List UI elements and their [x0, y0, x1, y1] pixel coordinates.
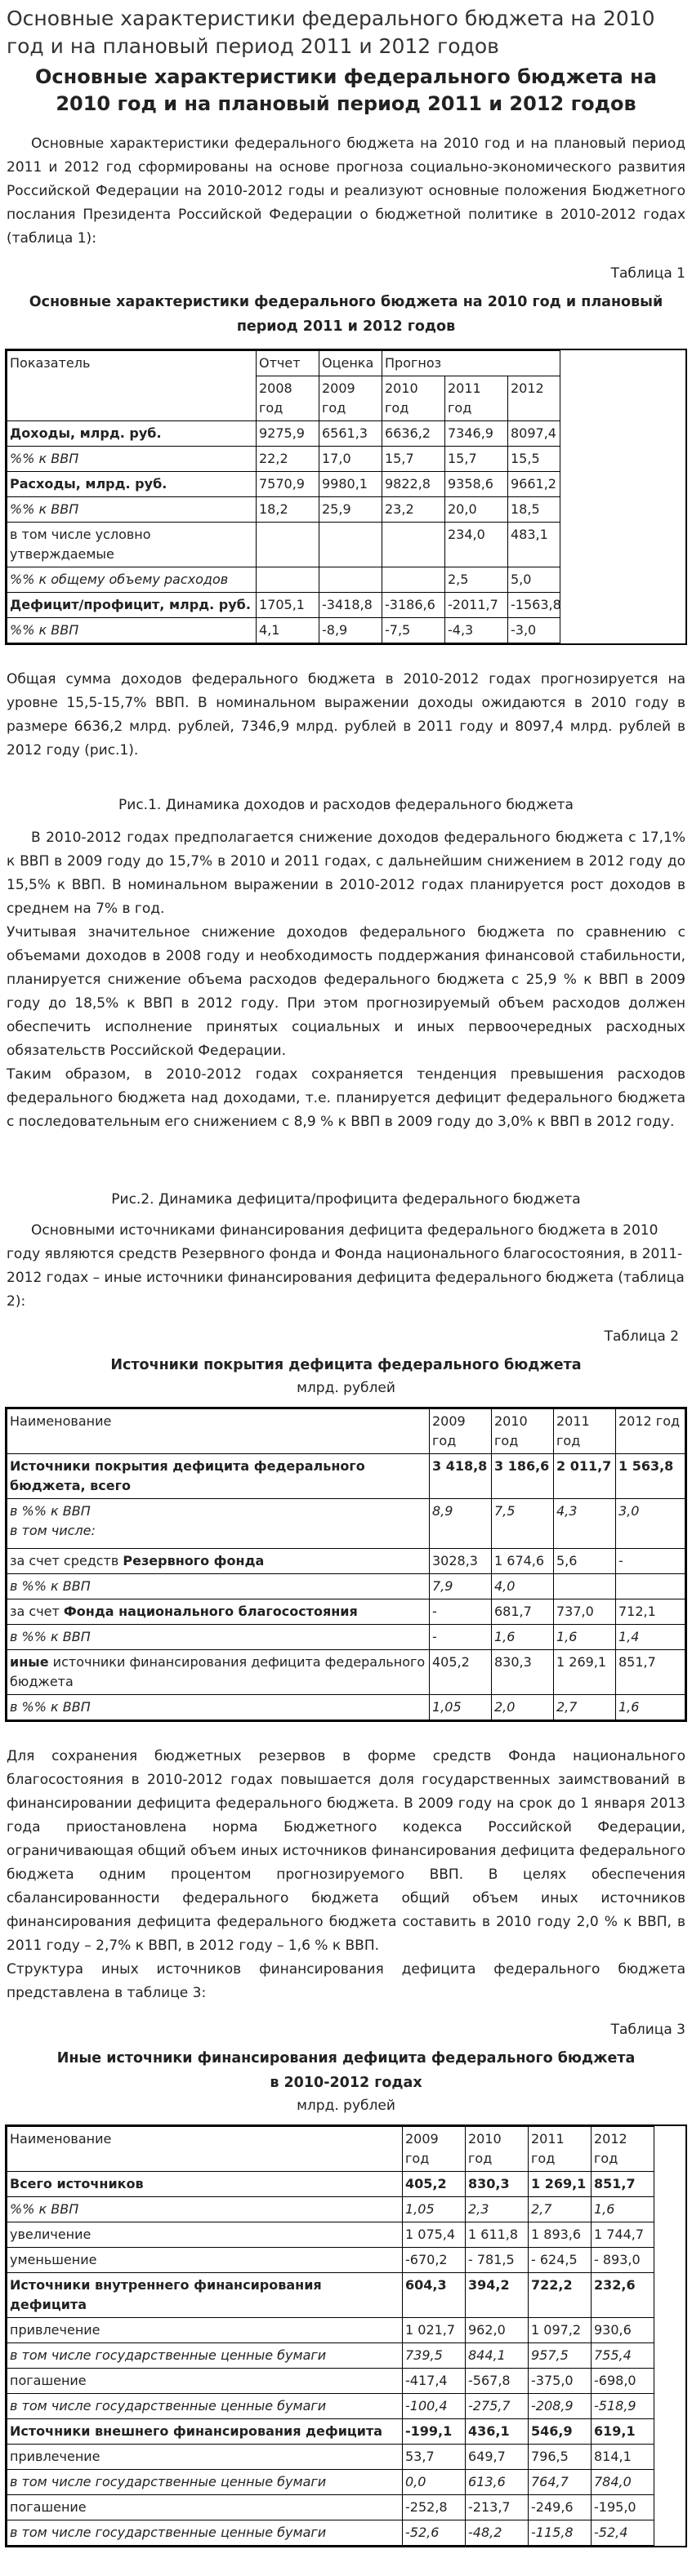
table2-row-rest: источники финансирования дефицита федерального бюджета: [10, 1654, 426, 1689]
table3-cell: -417,4: [403, 2369, 466, 2394]
table2-cell: -: [430, 1599, 492, 1625]
table-row: [7, 2495, 685, 2520]
table3-cell: -52,6: [403, 2520, 466, 2546]
table1-cell: -3418,8: [319, 593, 382, 618]
table1-cell: 6636,2: [382, 421, 445, 447]
table2-row-name: [7, 1650, 430, 1695]
table3-cell: -115,8: [529, 2520, 592, 2546]
table3-cell: 722,2: [529, 2273, 592, 2318]
table1-cell: -1563,8: [508, 593, 560, 618]
table-row: [7, 2394, 685, 2419]
table-row: [7, 2419, 685, 2445]
table3-cell: -375,0: [529, 2369, 592, 2394]
table1-cell: 9980,1: [319, 472, 382, 497]
table1-cell: 7346,9: [445, 421, 508, 447]
table3-row-name: погашение: [7, 2495, 403, 2520]
table3: [7, 2126, 685, 2546]
table2-cell: 3028,3: [430, 1549, 492, 1574]
table2-cell: 830,3: [492, 1650, 554, 1695]
table3-row-name: Всего источников: [7, 2172, 403, 2197]
table3-cell: 1,6: [592, 2197, 654, 2222]
table1-caption: Основные характеристики федерального бюджета на 2010 год и плановый период 2011 и 2012 годов: [29, 294, 663, 335]
table3-row-name: Источники внутреннего финансирования дефицита: [7, 2273, 403, 2318]
table1-cell: 25,9: [319, 497, 382, 523]
table1-cell: 18,2: [257, 497, 319, 523]
decline-paragraph: В 2010-2012 годах предполагается снижение доходов федерального бюджета с 17,1% к ВВП в 2009 году до 15,7% в 2010 и 2011 годах, с дальнейшим снижением в 2012 году до 15,5% к ВВП. В номинальном выражении в 2010-2012 годах планируется рост доходов в среднем на 7% в год.: [7, 830, 685, 917]
table3-year: 2012 год: [592, 2127, 654, 2172]
table2-row-name: в %% к ВВП: [7, 1625, 430, 1650]
table3-cell: 1 744,7: [592, 2222, 654, 2248]
table3-cell: 2,7: [529, 2197, 592, 2222]
table3-cell: 1,05: [403, 2197, 466, 2222]
table2-year: 2012 год: [616, 1409, 685, 1454]
table2-cell: 851,7: [616, 1650, 685, 1695]
table3-row-name: увеличение: [7, 2222, 403, 2248]
table3-cell: -48,2: [466, 2520, 529, 2546]
structure-paragraph: Структура иных источников финансирования дефицита федерального бюджета представлена в таблице 3:: [7, 1961, 685, 2001]
table2-cell: 1,6: [554, 1625, 616, 1650]
table-row: [7, 2197, 685, 2222]
table1-row-name: %% к ВВП: [7, 497, 257, 523]
table1-row-name: Расходы, млрд. руб.: [7, 472, 257, 497]
table-row: [7, 2343, 685, 2369]
table2-cell: 7,5: [492, 1499, 554, 1549]
table2-header-row: [7, 1409, 685, 1454]
table2-cell: 3,0: [616, 1499, 685, 1549]
table3-cell: 613,6: [466, 2470, 529, 2495]
table2-cell: 3 418,8: [430, 1454, 492, 1499]
table1-cell: -8,9: [319, 618, 382, 643]
table3-cell: 1 611,8: [466, 2222, 529, 2248]
table2-cell: -: [430, 1625, 492, 1650]
table2-cell: 4,0: [492, 1574, 554, 1599]
table-row: [7, 2470, 685, 2495]
reserves-paragraph: Для сохранения бюджетных резервов в форме средств Фонда национального благосостояния в 2010-2012 годах повышается доля государственных заимствований в финансировании дефицита федерального бюджета. В 2009 году на срок до 1 января 2013 года приостановлена норма Бюджетного кодекса Российской Федерации, ограничивающая общий объем иных источников финансирования дефицита федерального бюджета одним процентом прогнозируемого ВВП. В целях обеспечения сбалансированности федерального бюджета общий объем иных источников финансирования дефицита федерального бюджета составить в 2010 году 2,0 % к ВВП, в 2011 году – 2,7% к ВВП, в 2012 году – 1,6 % к ВВП.: [7, 1748, 685, 1954]
table1-cell: 20,0: [445, 497, 508, 523]
table2-label: Таблица 2: [604, 1328, 679, 1345]
table3-cell: 394,2: [466, 2273, 529, 2318]
table1-year: 2011 год: [445, 376, 508, 421]
table2-year: 2010 год: [492, 1409, 554, 1454]
table3-cell: 1 097,2: [529, 2318, 592, 2343]
table1-row-name: %% к ВВП: [7, 618, 257, 643]
document-title: Основные характеристики федерального бюджета на 2010 год и на плановый период 2011 и 2012 годов: [7, 7, 655, 58]
table2-cell: 1,6: [492, 1625, 554, 1650]
table3-cell: 739,5: [403, 2343, 466, 2369]
table-row: [7, 1549, 685, 1574]
table2-row-bold: иные: [10, 1654, 49, 1670]
table3-cell: 1 893,6: [529, 2222, 592, 2248]
table2-year: 2009 год: [430, 1409, 492, 1454]
table2-year: 2011 год: [554, 1409, 616, 1454]
table3-cell: 962,0: [466, 2318, 529, 2343]
table-row: [7, 2318, 685, 2343]
table1-header-indicator: Показатель: [7, 351, 257, 421]
table3-cell: 649,7: [466, 2445, 529, 2470]
table2-cell: 5,6: [554, 1549, 616, 1574]
table1-cell: 15,7: [445, 447, 508, 472]
table2-cell: 737,0: [554, 1599, 616, 1625]
sources-paragraph: Основными источниками финансирования дефицита федерального бюджета в 2010 году являются средств Резервного фонда и Фонда национального благосостояния, в 2011-2012 годах – иные источники финансирования дефицита федерального бюджета (таблица 2):: [7, 1222, 685, 1310]
table1-cell: -7,5: [382, 618, 445, 643]
table2-cell: 2,7: [554, 1695, 616, 1720]
table1-cell: [257, 567, 319, 593]
table3-year: 2011 год: [529, 2127, 592, 2172]
table1-cell: 1705,1: [257, 593, 319, 618]
table-row: [7, 2248, 685, 2273]
table3-cell: -199,1: [403, 2419, 466, 2445]
table1-label: Таблица 1: [610, 265, 685, 282]
table2-row-name: Источники покрытия дефицита федерального бюджета, всего: [7, 1454, 430, 1499]
table1-cell: 4,1: [257, 618, 319, 643]
table1-row-name: %% к ВВП: [7, 447, 257, 472]
table3-cell: 796,5: [529, 2445, 592, 2470]
table2-row-sublabel: в том числе:: [10, 1523, 96, 1538]
table3-header-row: [7, 2127, 685, 2172]
table3-row-name: в том числе государственные ценные бумаги: [7, 2394, 403, 2419]
table3-caption-line2: в 2010-2012 годах: [270, 2075, 422, 2091]
table2-row-prefix: за счет: [10, 1604, 64, 1619]
revenue-paragraph: Общая сумма доходов федерального бюджета в 2010-2012 годах прогнозируется на уровне 15,5-15,7% ВВП. В номинальном выражении доходы ожидаются в 2010 году в размере 6636,2 млрд. рублей, 7346,9 млрд. рублей в 2011 году и 8097,4 млрд. рублей в 2012 году (рис.1).: [7, 671, 685, 759]
table3-row-name: %% к ВВП: [7, 2197, 403, 2222]
table1-cell: [257, 523, 319, 567]
table-row: [7, 2369, 685, 2394]
table1-year: 2008 год: [257, 376, 319, 421]
table2-caption: Источники покрытия дефицита федерального бюджета: [110, 1357, 582, 1373]
table2-cell: 8,9: [430, 1499, 492, 1549]
table2: [7, 1408, 685, 1720]
table1-cell: 23,2: [382, 497, 445, 523]
table-row: [7, 1650, 685, 1695]
table1-cell: -3186,6: [382, 593, 445, 618]
table3-cell: -670,2: [403, 2248, 466, 2273]
table3-cell: -275,7: [466, 2394, 529, 2419]
table3-row-name: уменьшение: [7, 2248, 403, 2273]
table3-cell: - 624,5: [529, 2248, 592, 2273]
table2-cell: 2 011,7: [554, 1454, 616, 1499]
table2-cell: 681,7: [492, 1599, 554, 1625]
table2-row-bold: Фонда национального благосостояния: [63, 1604, 358, 1619]
table2-cell: 4,3: [554, 1499, 616, 1549]
table1-cell: 483,1: [508, 523, 560, 567]
table3-cell: -195,0: [592, 2495, 654, 2520]
table1-cell: 6561,3: [319, 421, 382, 447]
table3-row-name: в том числе государственные ценные бумаги: [7, 2343, 403, 2369]
table-row: [7, 1599, 685, 1625]
table3-cell: 2,3: [466, 2197, 529, 2222]
table-row: [7, 2222, 685, 2248]
table2-cell: -: [616, 1549, 685, 1574]
table3-cell: -567,8: [466, 2369, 529, 2394]
table1: [7, 350, 685, 643]
table2-row-name: в %% к ВВП: [7, 1574, 430, 1599]
table3-row-name: погашение: [7, 2369, 403, 2394]
table3-header-name: Наименование: [7, 2127, 403, 2172]
table1-cell: 15,5: [508, 447, 560, 472]
table1-cell: 22,2: [257, 447, 319, 472]
table3-cell: 764,7: [529, 2470, 592, 2495]
table2-cell: 3 186,6: [492, 1454, 554, 1499]
table3-row-name: в том числе государственные ценные бумаги: [7, 2520, 403, 2546]
table3-row-name: привлечение: [7, 2445, 403, 2470]
expenses-paragraph: Учитывая значительное снижение доходов федерального бюджета по сравнению с объемами доходов в 2008 году и необходимость поддержания финансовой стабильности, планируется снижение объема расходов федерального бюджета с 25,9 % к ВВП в 2009 году до 18,5% к ВВП в 2012 году. При этом прогнозируемый объем расходов должен обеспечить исполнение принятых социальных и иных первоочередных расходных обязательств Российской Федерации.: [7, 924, 685, 1059]
table1-cell: [382, 523, 445, 567]
table1-header-forecast: Прогноз: [382, 351, 560, 376]
table-row: [7, 1574, 685, 1599]
table2-cell: 2,0: [492, 1695, 554, 1720]
table1-cell: 9661,2: [508, 472, 560, 497]
table3-caption-line1: Иные источники финансирования дефицита федерального бюджета: [56, 2050, 636, 2067]
table3-cell: 232,6: [592, 2273, 654, 2318]
table3-cell: 405,2: [403, 2172, 466, 2197]
table1-header-actual: Отчет: [257, 351, 319, 376]
table2-cell: 1,05: [430, 1695, 492, 1720]
table3-cell: 957,5: [529, 2343, 592, 2369]
figure1-caption: Рис.1. Динамика доходов и расходов федерального бюджета: [118, 797, 574, 813]
table1-header-row: [7, 351, 685, 376]
table1-cell: 9275,9: [257, 421, 319, 447]
table3-units: млрд. рублей: [297, 2098, 395, 2114]
table3-cell: 604,3: [403, 2273, 466, 2318]
table3-year: 2009 год: [403, 2127, 466, 2172]
table1-cell: 2,5: [445, 567, 508, 593]
table3-cell: -698,0: [592, 2369, 654, 2394]
table3-cell: 1 269,1: [529, 2172, 592, 2197]
table2-header-name: Наименование: [7, 1409, 430, 1454]
table2-cell: [554, 1574, 616, 1599]
table1-row-name: %% к общему объему расходов: [7, 567, 257, 593]
table1-cell: 5,0: [508, 567, 560, 593]
table1-row-name: в том числе условно утверждаемые: [7, 523, 257, 567]
table2-cell: 1,4: [616, 1625, 685, 1650]
table2-cell: [616, 1574, 685, 1599]
table2-cell: 1 269,1: [554, 1650, 616, 1695]
table3-cell: 755,4: [592, 2343, 654, 2369]
table1-year: 2010 год: [382, 376, 445, 421]
table3-cell: 784,0: [592, 2470, 654, 2495]
main-heading: Основные характеристики федерального бюджета на 2010 год и на плановый период 2011 и 2012 годов: [35, 65, 657, 115]
table1-cell: [319, 567, 382, 593]
table1-cell: -4,3: [445, 618, 508, 643]
table1-cell: [319, 523, 382, 567]
table3-cell: 546,9: [529, 2419, 592, 2445]
table3-cell: -249,6: [529, 2495, 592, 2520]
table2-cell: 7,9: [430, 1574, 492, 1599]
table-row: [7, 2273, 685, 2318]
table3-cell: 930,6: [592, 2318, 654, 2343]
table3-cell: 1 021,7: [403, 2318, 466, 2343]
table2-cell: 1 674,6: [492, 1549, 554, 1574]
table2-row-name: [7, 1549, 430, 1574]
table2-cell: 1,6: [616, 1695, 685, 1720]
table3-cell: -208,9: [529, 2394, 592, 2419]
table2-row-bold: Резервного фонда: [123, 1553, 265, 1568]
table1-header-estimate: Оценка: [319, 351, 382, 376]
table1-row-name: Дефицит/профицит, млрд. руб.: [7, 593, 257, 618]
table2-row-label: в %% к ВВП: [10, 1503, 91, 1519]
table1-cell: 17,0: [319, 447, 382, 472]
table2-cell: 405,2: [430, 1650, 492, 1695]
table3-cell: 851,7: [592, 2172, 654, 2197]
table3-year: 2010 год: [466, 2127, 529, 2172]
table1-cell: 9358,6: [445, 472, 508, 497]
table3-cell: 436,1: [466, 2419, 529, 2445]
table3-cell: -252,8: [403, 2495, 466, 2520]
table3-cell: 830,3: [466, 2172, 529, 2197]
table2-row-name: [7, 1599, 430, 1625]
table-row: [7, 2172, 685, 2197]
intro-paragraph: Основные характеристики федерального бюджета на 2010 год и на плановый период 2011 и 2012 год сформированы на основе прогноза социально-экономического развития Российской Федерации на 2010-2012 годы и реализуют основные положения Бюджетного послания Президента Российской Федерации о бюджетной политике в 2010-2012 годах (таблица 1):: [7, 136, 685, 247]
table3-label: Таблица 3: [610, 2022, 685, 2038]
table3-cell: 0,0: [403, 2470, 466, 2495]
table-row: [7, 1695, 685, 1720]
table3-cell: - 893,0: [592, 2248, 654, 2273]
table-row: [7, 2445, 685, 2470]
table1-cell: 15,7: [382, 447, 445, 472]
table3-cell: -52,4: [592, 2520, 654, 2546]
table1-cell: 8097,4: [508, 421, 560, 447]
table3-cell: -213,7: [466, 2495, 529, 2520]
table3-cell: 1 075,4: [403, 2222, 466, 2248]
table3-cell: - 781,5: [466, 2248, 529, 2273]
table-row: [7, 1499, 685, 1549]
table-row: [7, 1454, 685, 1499]
table3-row-name: привлечение: [7, 2318, 403, 2343]
table1-row-name: Доходы, млрд. руб.: [7, 421, 257, 447]
table2-cell: 712,1: [616, 1599, 685, 1625]
table3-cell: -518,9: [592, 2394, 654, 2419]
table2-row-name: [7, 1499, 430, 1549]
table3-cell: 619,1: [592, 2419, 654, 2445]
table1-cell: 234,0: [445, 523, 508, 567]
table2-units: млрд. рублей: [297, 1380, 395, 1396]
table1-cell: 18,5: [508, 497, 560, 523]
table1-cell: 7570,9: [257, 472, 319, 497]
table3-row-name: Источники внешнего финансирования дефицита: [7, 2419, 403, 2445]
table3-cell: -100,4: [403, 2394, 466, 2419]
figure2-caption: Рис.2. Динамика дефицита/профицита федерального бюджета: [111, 1191, 581, 1208]
table1-year: 2012: [508, 376, 560, 421]
table2-row-name: в %% к ВВП: [7, 1695, 430, 1720]
table3-cell: 814,1: [592, 2445, 654, 2470]
table-row: [7, 2520, 685, 2546]
table1-year: 2009 год: [319, 376, 382, 421]
table2-row-prefix: за счет средств: [10, 1553, 123, 1568]
table1-cell: 9822,8: [382, 472, 445, 497]
table3-cell: 53,7: [403, 2445, 466, 2470]
table1-cell: -2011,7: [445, 593, 508, 618]
table1-cell: [382, 567, 445, 593]
table-row: [7, 1625, 685, 1650]
table3-row-name: в том числе государственные ценные бумаги: [7, 2470, 403, 2495]
table2-cell: 1 563,8: [616, 1454, 685, 1499]
table3-cell: 844,1: [466, 2343, 529, 2369]
table1-cell: -3,0: [508, 618, 560, 643]
deficit-paragraph: Таким образом, в 2010-2012 годах сохраняется тенденция превышения расходов федерального бюджета над доходами, т.е. планируется дефицит федерального бюджета с последовательным его снижением с 8,9 % к ВВП в 2009 году до 3,0% к ВВП в 2012 году.: [7, 1066, 685, 1130]
